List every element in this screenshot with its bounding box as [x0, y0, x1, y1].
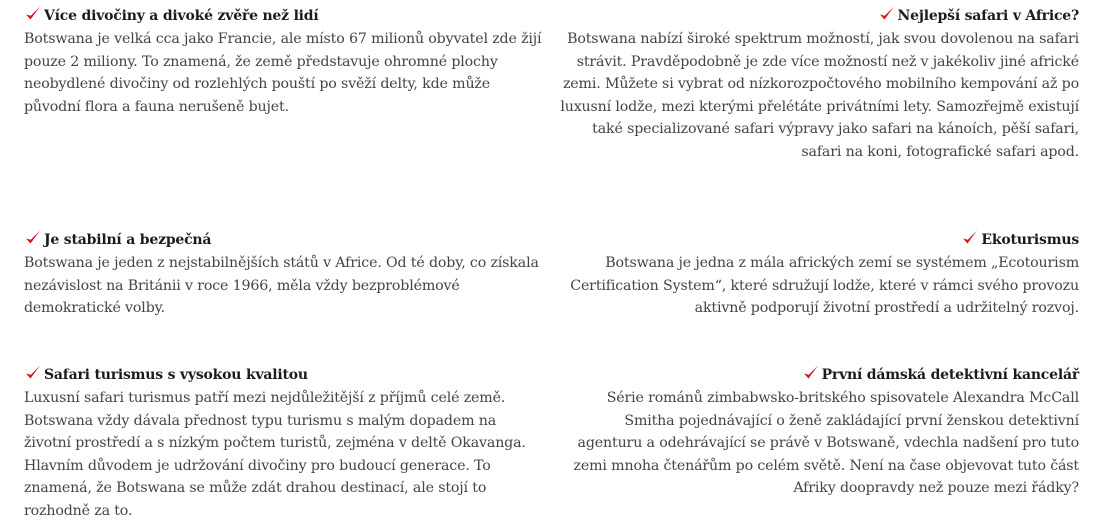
feature-title: [559, 229, 1079, 250]
feature-title: [559, 5, 1079, 26]
feature-title-text: První dámská detektivní kancelář: [821, 367, 1079, 383]
checkmark-icon: [24, 364, 42, 382]
feature-title-text: Safari turismus s vysokou kvalitou: [44, 367, 308, 383]
checkmark-icon: [24, 5, 42, 23]
feature-text: Botswana je jeden z nejstabilnějších států v Africe. Od té doby, co získala nezávislost na Británii v roce 1966, měla vždy bezproblémové demokratické volby.: [24, 255, 539, 316]
feature-quality-tourism: [24, 364, 544, 522]
checkmark-icon: [24, 229, 42, 247]
feature-title: [24, 229, 544, 250]
feature-text: Botswana nabízí široké spektrum možností, jak svou dovolenou na safari strávit. Pravděpodobně je zde více možností než v jakékoliv jiné africké zemi. Můžete si vybrat od nízkorozpočtového mobilního kempování až po luxusní lodže, mezi kterými přelétáte privátními lety. Samozřejmě existují také specializované safari výpravy jako safari na kánoích, pěší safari, safari na koni, fotografické safari apod.: [560, 31, 1079, 160]
feature-stable-safe: [24, 229, 544, 320]
feature-title: [24, 5, 544, 26]
feature-text: Botswana je velká cca jako Francie, ale místo 67 milionů obyvatel zde žijí pouze 2 miliony. To znamená, že země představuje ohromné plochy neobydlené divočiny od rozlehlých pouští po svěží delty, kde může původní flora a fauna nerušeně bujet.: [24, 31, 542, 115]
checkmark-icon: [961, 229, 979, 247]
checkmark-icon: [802, 364, 820, 382]
feature-title-text: Nejlepší safari v Africe?: [897, 8, 1079, 24]
feature-ecotourism: [559, 229, 1079, 320]
feature-text: Série románů zimbabwsko-britského spisovatele Alexandra McCall Smitha pojednávající o ženě zakládající první ženskou detektivní agenturu a odehrávající se právě v Botswaně, vdechla nadšení pro tuto zemi mnoha čtenářům po celém světě. Není na čase objevovat tuto část Afriky doopravdy než pouze mezi řádky?: [573, 390, 1079, 496]
feature-text: Botswana je jedna z mála afrických zemí se systémem „Ecotourism Certification System“, které sdružují lodže, které v rámci svého provozu aktivně podporují životní prostředí a udržitelný rozvoj.: [570, 255, 1079, 316]
feature-title-text: Je stabilní a bezpečná: [44, 232, 212, 248]
feature-title: [24, 364, 544, 385]
feature-wildlife: [24, 5, 544, 118]
feature-text: Luxusní safari turismus patří mezi nejdůležitější z příjmů celé země. Botswana vždy dávala přednost typu turismu s malým dopadem na životní prostředí a s nízkým počtem turistů, zejména v deltě Okavanga. Hlavním důvodem je udržování divočiny pro budoucí generace. To znamená, že Botswana se může zdát drahou destinací, ale stojí to rozhodně za to.: [24, 390, 526, 519]
feature-best-safari: [559, 5, 1079, 163]
feature-detective-agency: [559, 364, 1079, 500]
feature-title: [559, 364, 1079, 385]
feature-title-text: Ekoturismus: [981, 232, 1079, 248]
feature-title-text: Více divočiny a divoké zvěře než lidí: [44, 8, 319, 24]
checkmark-icon: [878, 5, 896, 23]
